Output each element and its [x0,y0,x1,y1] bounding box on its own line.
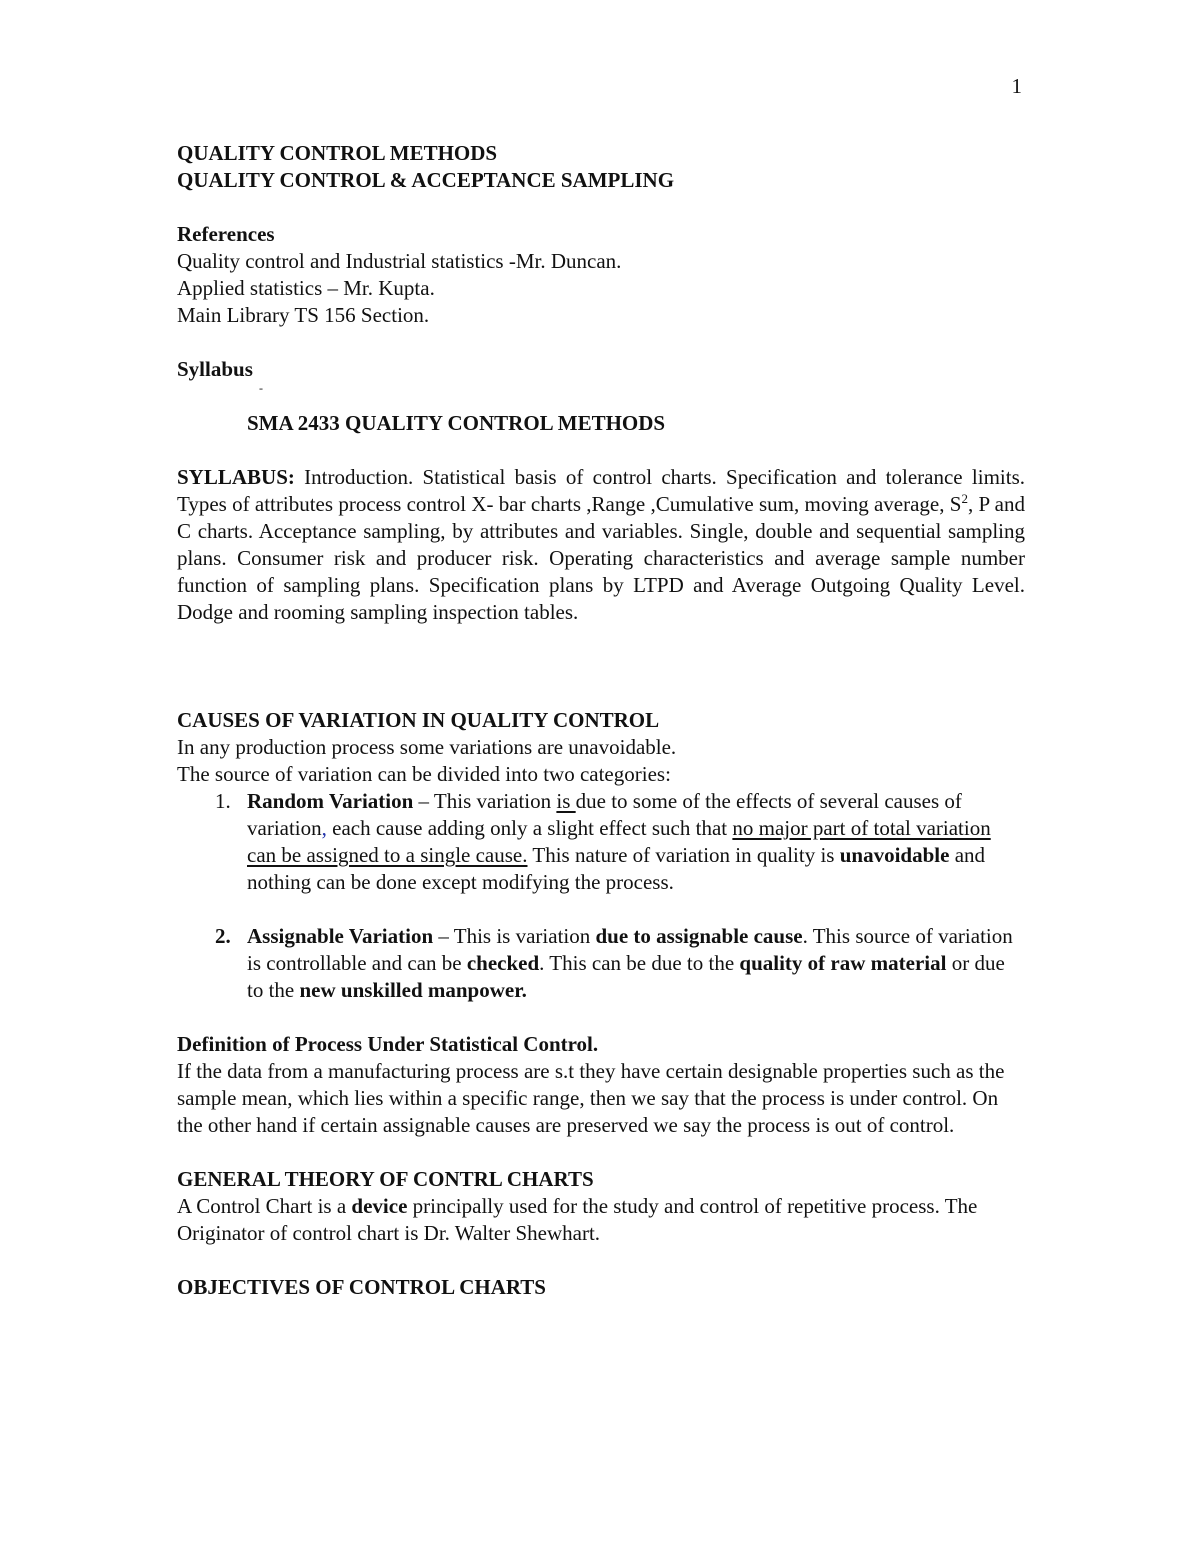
list-text: due to some of the effects of several causes of variation [247,789,962,840]
document-title: QUALITY CONTROL METHODS [177,141,498,165]
list-text: . This source of variation is controllable and can be [247,924,1013,975]
syllabus-text: , P and C charts. Acceptance sampling, by attributes and variables. Single, double and sequential sampling plans. Consumer risk and producer risk. Operating characteristics and average sample number function of sampling plans. Specification plans by LTPD and Average Outgoing Quality Level. Dodge and rooming sampling inspection tables. [177,492,1025,624]
syllabus-heading: Syllabus [177,357,253,381]
list-number: 2. [215,924,231,948]
superscript: 2 [961,491,968,506]
list-text: – This variation [413,789,557,813]
list-item [177,923,1025,1004]
bold-text: new unskilled manpower. [299,978,527,1002]
reference-item: Main Library TS 156 Section. [177,303,430,327]
reference-item: Applied statistics – Mr. Kupta. [177,276,435,300]
list-text: , [321,816,327,840]
references-heading: References [177,222,275,246]
page-content [177,140,1025,1301]
underlined-text: is [556,789,576,813]
document-subtitle: QUALITY CONTROL & ACCEPTANCE SAMPLING [177,168,675,192]
bold-text: due to assignable cause [595,924,803,948]
list-text: This nature of variation in quality is [527,843,840,867]
objectives-heading: OBJECTIVES OF CONTROL CHARTS [177,1275,546,1299]
general-theory-paragraph [177,1193,1025,1247]
bold-text: unavoidable [839,843,950,867]
definition-paragraph: If the data from a manufacturing process are s.t they have certain designable properties such as the sample mean, which lies within a specific range, then we say that the process is under control. On the other hand if certain assignable causes are preserved we say the process is out of control. [177,1059,1005,1137]
reference-item: Quality control and Industrial statistics -Mr. Duncan. [177,249,622,273]
bold-text: quality of raw material [739,951,947,975]
stray-mark: - [259,381,263,395]
bold-text: device [351,1194,408,1218]
list-item [177,788,1025,896]
syllabus-paragraph [177,464,1025,626]
definition-heading: Definition of Process Under Statistical Control. [177,1032,599,1056]
paragraph-text: principally used for the study and control of repetitive process. The Originator of control chart is Dr. Walter Shewhart. [177,1194,978,1245]
bold-text: checked [466,951,540,975]
syllabus-text: Introduction. Statistical basis of control charts. Specification and tolerance limits. Types of attributes process control X- bar charts ,Range ,Cumulative sum, moving average, S [177,465,1025,516]
page-number: 1 [1011,74,1022,98]
list-text: – This is variation [433,924,596,948]
list-spacer [177,896,1025,923]
list-number: 1. [215,789,231,813]
underlined-text: no major part of total variation can be assigned to a single cause. [247,816,991,867]
causes-heading: CAUSES OF VARIATION IN QUALITY CONTROL [177,708,660,732]
paragraph-text: A Control Chart is a [177,1194,352,1218]
list-text: each cause adding only a slight effect such that [326,816,733,840]
list-text: or due to the [247,951,1005,1002]
list-item-title: Assignable Variation [247,924,434,948]
course-title: SMA 2433 QUALITY CONTROL METHODS [247,411,666,435]
causes-intro: In any production process some variations are unavoidable. [177,735,677,759]
list-item-title: Random Variation [247,789,414,813]
variation-list [177,788,1025,1004]
list-text: and nothing can be done except modifying the process. [247,843,986,894]
syllabus-label: SYLLABUS: [177,465,295,489]
general-theory-heading: GENERAL THEORY OF CONTRL CHARTS [177,1167,594,1191]
causes-intro: The source of variation can be divided into two categories: [177,762,671,786]
list-text: . This can be due to the [539,951,740,975]
